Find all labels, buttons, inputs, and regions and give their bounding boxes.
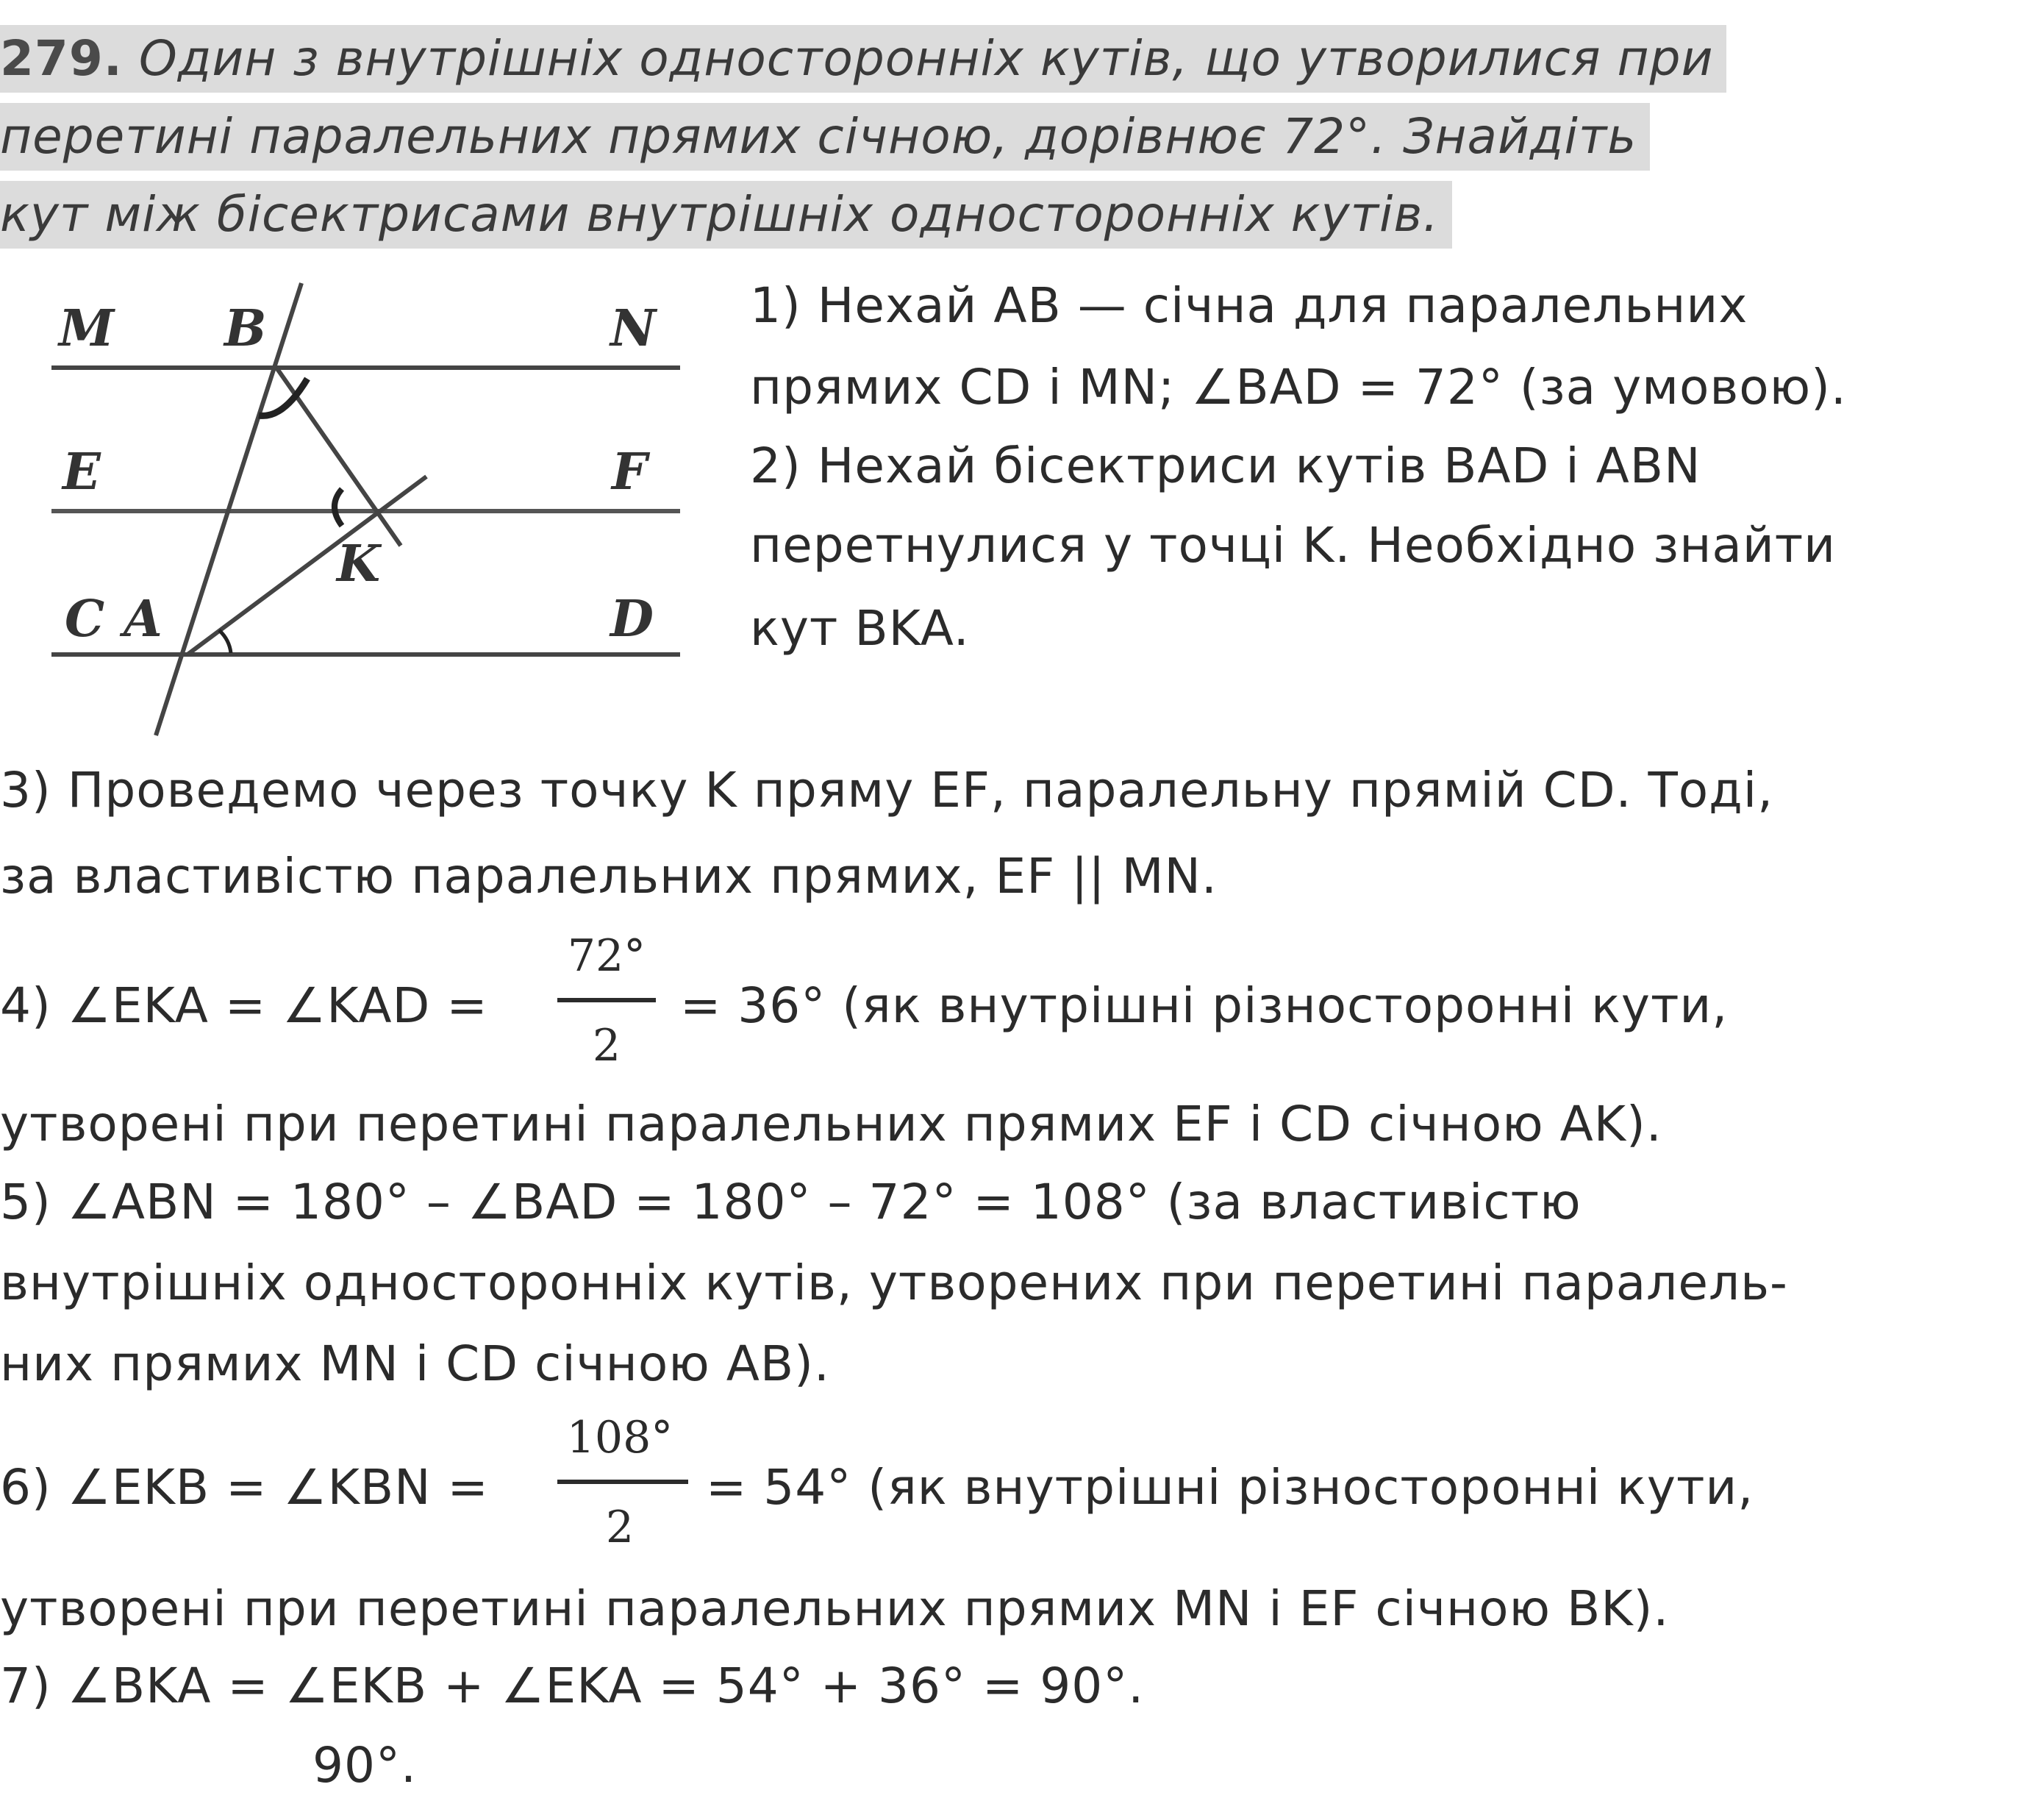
step-4-left: 4) ∠EKA = ∠KAD = [0, 977, 488, 1034]
problem-text-1: Один з внутрішніх односторонніх кутів, що утворилися при [138, 30, 1714, 87]
step-2-line-1: 2) Нехай бісектриси кутів BAD і ABN [750, 438, 1701, 494]
label-M: M [59, 299, 115, 358]
step-1-line-1: 1) Нехай AB — січна для паралельних [750, 277, 1748, 334]
step-5-line-3: них прямих MN і CD січною AB). [0, 1335, 830, 1392]
bisector-AK [187, 477, 426, 654]
geometry-figure [29, 272, 691, 757]
label-A: A [124, 590, 162, 649]
fraction-72-denominator: 2 [592, 1020, 621, 1071]
label-C: C [65, 590, 105, 649]
step-4-right: = 36° (як внутрішні різносторонні кути, [680, 977, 1729, 1034]
step-2-line-3: кут BKA. [750, 600, 970, 657]
fraction-108-numerator: 108° [566, 1412, 673, 1463]
fraction-72-bar [557, 998, 656, 1002]
label-D: D [610, 590, 654, 649]
step-6-right: = 54° (як внутрішні різносторонні кути, [706, 1459, 1754, 1516]
problem-text-2: перетині паралельних прямих січною, дорівнює 72°. Знайдіть [0, 108, 1637, 165]
fraction-108-bar [557, 1480, 688, 1484]
step-7: 7) ∠BKA = ∠EKB + ∠EKA = 54° + 36° = 90°. [0, 1658, 1145, 1714]
problem-line-2 [0, 103, 1650, 171]
label-N: N [610, 299, 657, 358]
step-5-line-2: внутрішніх односторонніх кутів, утворених при перетині паралель- [0, 1255, 1788, 1311]
fraction-108-denominator: 2 [605, 1502, 635, 1553]
label-B: B [224, 299, 267, 358]
step-6-left: 6) ∠EKB = ∠KBN = [0, 1459, 489, 1516]
angle-arc-A [219, 630, 231, 653]
figure-svg [29, 272, 691, 757]
step-4-line-2: утворені при перетині паралельних прямих EF і CD січною AK). [0, 1096, 1662, 1152]
step-2-line-2: перетнулися у точці K. Необхідно знайти [750, 517, 1837, 574]
problem-number: 279. [0, 30, 123, 87]
step-3-line-2: за властивістю паралельних прямих, EF || MN. [0, 848, 1218, 905]
problem-statement [0, 25, 1941, 259]
label-K: K [337, 535, 381, 593]
angle-arc-K [335, 489, 342, 526]
step-1-line-2: прямих CD і MN; ∠BAD = 72° (за умовою). [750, 359, 1847, 415]
step-3-line-1: 3) Проведемо через точку K пряму EF, паралельну прямій CD. Тоді, [0, 762, 1774, 818]
problem-line-1 [0, 25, 1726, 93]
step-5-line-1: 5) ∠ABN = 180° – ∠BAD = 180° – 72° = 108° (за властивістю [0, 1174, 1582, 1230]
fraction-72-numerator: 72° [567, 930, 646, 982]
answer: 90°. [312, 1737, 417, 1794]
step-6-line-2: утворені при перетині паралельних прямих MN і EF січною BK). [0, 1580, 1670, 1637]
problem-text-3: кут між бісектрисами внутрішніх односторонніх кутів. [0, 186, 1440, 243]
label-E: E [62, 443, 101, 502]
label-F: F [612, 443, 648, 502]
problem-line-3 [0, 181, 1452, 249]
